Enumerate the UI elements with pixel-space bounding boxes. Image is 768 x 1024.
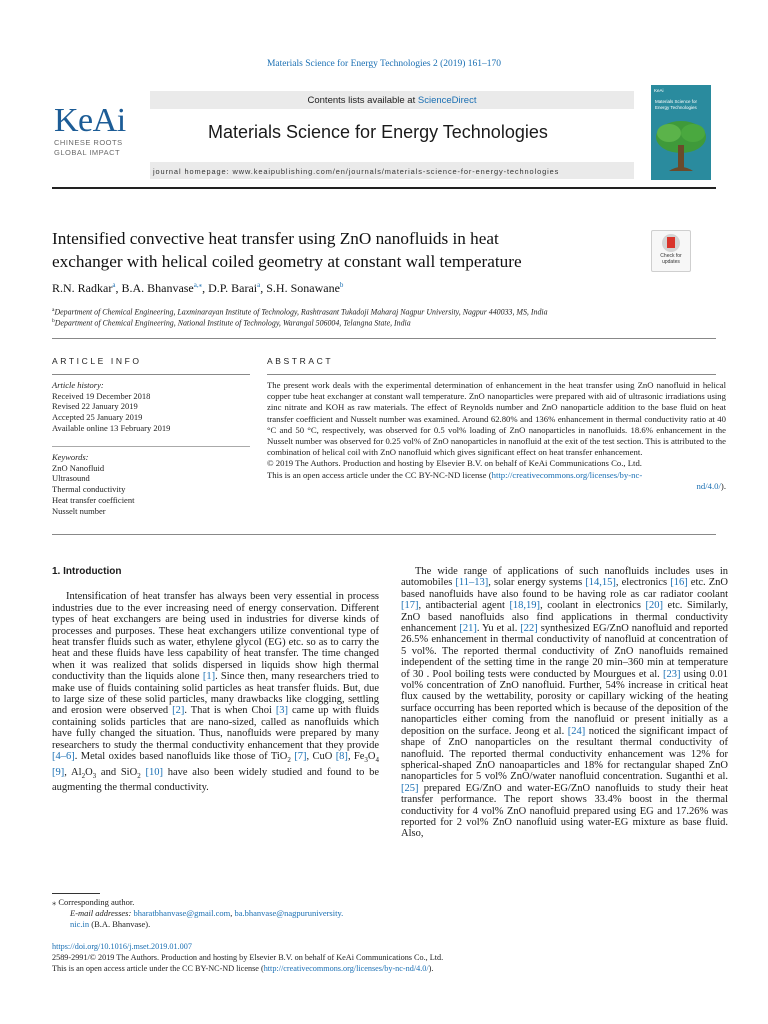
keyword: Thermal conductivity [52, 484, 126, 495]
check-for-updates-button[interactable]: Check for updates [651, 230, 691, 272]
contents-line: Contents lists available at ScienceDirect [307, 95, 477, 106]
body-paragraph: Intensification of heat transfer has always been very essential in process industries due to the ever increasing need of energy conservation. Different types of heat exchangers are being used in industries for diverse kinds of processes and purposes. These heat exchangers utilize conventional type of heat transfer fluids such as water, ethylene glycol (EG) etc. so as to carry the heat and these fluids have less capability of heat transfer. The time changed when it was realized that solids dispersed in liquids show high thermal conductivity than the liquids alone [1]. Since then, many researchers tried to make use of fluids containing solid particles as heat transfer fluids. But, due to large size of these solid particles, many drawbacks like clogging, settling and erosion were observed [2]. That is when Choi [3] came up with fluids containing solids particles that are nano-sized, called as nanofluids which have fully changed the situation. Thus, nanofluids were prepared by many researchers to study the thermal conductivity enhancement that they provide [4–6]. Metal oxides based nanofluids like those of TiO$_2$ [7], CuO [8], $Fe_3O_4$ [9], $Al_2O_3$ and SiO$_2$ [10] have also been widely studied and found to be augmenting the thermal conductivity. [52, 591, 380, 794]
author-name[interactable]: B.A. Bhanvase [121, 281, 194, 295]
article-title: Intensified convective heat transfer using ZnO nanofluids in heat exchanger with helical coiled geometry at constant wall temperature [52, 229, 522, 271]
keyword: ZnO Nanofluid [52, 462, 105, 473]
divider [52, 446, 250, 447]
article-history: Article history: Received 19 December 2018 Revised 22 January 2019 Accepted 25 January 2019 Available online 13 February 2019 [52, 380, 252, 434]
tree-illustration-icon [651, 85, 711, 180]
cover-title: Materials Science for Energy Technologies [655, 99, 698, 110]
body-column-left [52, 566, 379, 794]
journal-homepage[interactable]: journal homepage: www.keaipublishing.com/en/journals/materials-science-for-energy-technologies [153, 167, 560, 176]
keyword: Nusselt number [52, 505, 106, 516]
journal-header [150, 91, 634, 179]
divider [52, 338, 716, 339]
doi-link[interactable]: https://doi.org/10.1016/j.mset.2019.01.007 [52, 942, 192, 951]
author-list: R.N. Radkar$^a$, B.A. Bhanvase$^{a,⁎}$, D.P. Barai$^a$, S.H. Sonawane$^b$ [52, 281, 344, 295]
history-item: Available online 13 February 2019 [52, 422, 171, 433]
sciencedirect-link[interactable]: ScienceDirect [417, 95, 477, 106]
keai-logo[interactable] [54, 104, 144, 158]
journal-citation[interactable]: Materials Science for Energy Technologies 2 (2019) 161–170 [266, 59, 502, 69]
footnote-rule [52, 893, 100, 894]
history-item: Received 19 December 2018 [52, 390, 151, 401]
license-link-cont[interactable]: nd/4.0/ [696, 480, 721, 491]
abstract-heading: ABSTRACT [267, 356, 334, 366]
page-footer: https://doi.org/10.1016/j.mset.2019.01.007 2589-2991/© 2019 The Authors. Production and hosting by Elsevier B.V. on behalf of KeAi Communications Co., Ltd. This is an open access article under the CC BY-NC-ND license (http://creativecommons.org/licenses/by-nc-nd/4.0/). [52, 942, 716, 974]
abstract-copyright: © 2019 The Authors. Production and hosting by Elsevier B.V. on behalf of KeAi Communications Co., Ltd. [267, 458, 642, 469]
journal-cover-image[interactable] [651, 85, 711, 180]
cover-brand: KeAi [654, 88, 664, 93]
email-link[interactable]: ba.bhanvase@nagpuruniversity. [234, 907, 344, 918]
email-link-cont[interactable]: nic.in [70, 918, 90, 929]
abstract-text: The present work deals with the experimental determination of enhancement in the heat transfer using ZnO nanofluid in helical copper tube heat exchanger at constant wall temperature. ZnO nanoparticles were prepared with aid of ultrasonic irradiations using zinc nitrate and KOH as raw materials. The effect of Reynolds number and ZnO nanoparticle addition to the base fluid on heat transfer coefficient and Nusselt number was examined. Around 62.80% and 136% enhancement in thermal conductivity ratio at 40 °C and 50 °C, respectively, was observed for 0.5 vol% loading of ZnO nanoparticles in nanofluids. 18.6% enhancement in the Nusselt number was observed for 0.25 vol% of ZnO nanoparticles in nanofluid at the exit of the test section. This is attributed to the combination of helical coil with ZnO nanofluid which gives significant effect on heat transfer enhancement. [267, 380, 726, 458]
keyword: Ultrasound [52, 473, 90, 484]
header-rule [52, 187, 716, 189]
crossmark-ribbon-icon [667, 237, 675, 248]
issn-line: 2589-2991/© 2019 The Authors. Production and hosting by Elsevier B.V. on behalf of KeAi Communications Co., Ltd. [52, 952, 444, 962]
article-info-heading: ARTICLE INFO [52, 356, 142, 366]
author-name[interactable]: D.P. Barai [208, 281, 258, 295]
abstract-body: The present work deals with the experimental determination of enhancement in the heat transfer using ZnO nanofluid in helical copper tube heat exchanger at constant wall temperature. ZnO nanoparticles were prepared with aid of ultrasonic irradiations using zinc nitrate and KOH as raw materials. The effect of Reynolds number and ZnO nanoparticle addition to the base fluid on heat transfer coefficient and Nusselt number was examined. Around 62.80% and 136% enhancement in thermal conductivity ratio at 40 °C and 50 °C, respectively, was observed for 0.5 vol% loading of ZnO nanoparticles in nanofluids. 18.6% enhancement in the Nusselt number was observed for 0.25 vol% of ZnO nanoparticles in nanofluid at the exit of the test section. This is attributed to the combination of helical coil with ZnO nanofluid which gives significant effect on heat transfer enhancement. © 2019 The Authors. Production and hosting by Elsevier B.V. on behalf of KeAi Communications Co., Ltd. This is an open access article under the CC BY-NC-ND license (http://creativecommons.org/licenses/by-nc- nd/4.0/). [267, 380, 726, 491]
author-affil-link[interactable]: b [339, 281, 344, 289]
history-item: Accepted 25 January 2019 [52, 412, 143, 423]
license-link[interactable]: http://creativecommons.org/licenses/by-nc-nd/4.0/ [263, 963, 429, 973]
author-name[interactable]: S.H. Sonawane [266, 281, 340, 295]
divider [267, 374, 716, 375]
license-link[interactable]: http://creativecommons.org/licenses/by-nc- [491, 469, 643, 480]
divider [52, 534, 716, 535]
keywords: Keywords: ZnO Nanofluid Ultrasound Thermal conductivity Heat transfer coefficient Nusselt number [52, 452, 252, 516]
logo-word: KeAi [54, 102, 126, 139]
logo-tagline-1: CHINESE ROOTS [54, 138, 123, 147]
body-column-right [401, 566, 728, 840]
logo-tagline-2: GLOBAL IMPACT [54, 148, 121, 157]
keyword: Heat transfer coefficient [52, 494, 135, 505]
history-item: Revised 22 January 2019 [52, 401, 138, 412]
author-affil-link[interactable]: a,⁎ [193, 281, 203, 289]
affiliation-b: $^b$Department of Chemical Engineering, National Institute of Technology, Warangal 506004, Telangna State, India [52, 318, 411, 328]
journal-title: Materials Science for Energy Technologies [208, 122, 548, 142]
email-link[interactable]: bharatbhanvase@gmail.com [133, 907, 231, 918]
divider [52, 374, 250, 375]
body-paragraph: The wide range of applications of such nanofluids includes uses in automobiles [11–13], solar energy systems [14,15], electronics [16] etc. ZnO based nanofluids have also found to be having role as car radiator coolant [17], antibacterial agent [18,19], coolant in electronics [20] etc. Similarly, ZnO based nanofluids also find applications in thermal conductivity enhancement [21]. Yu et al. [22] synthesized EG/ZnO nanofluid and reported 26.5% enhancement in thermal conductivity of nanofluid at concentration of 5 vol%. The reported thermal conductivity of ZnO nanofluids remained independent of the setting time in the range 20 min–360 min at temperature of 30 . Pool boiling tests were conducted by Mourgues et al. [23] using 0.01 vol% concentration of ZnO nanofluid. Further, 54% increase in critical heat flux caused by the wettability, porosity or capillary wicking of the heating surface occurring has been reported which is because of the deposition of the nanoparticles either coming from the nanofluid or present initially as a deposition on the surface. Jeong et al. [24] noticed the significant impact of shape of ZnO nanoparticles on the resultant thermal conductivity of nanofluid. The reported thermal conductivity enhancement was 12% for spherical-shaped ZnO nanoaparticles and 18% for rectangular shaped ZnO nanoparticles for 5 vol% ZnO/water nanofluid concentration. Suganthi et al. [25] prepared EG/ZnO and water-EG/ZnO nanofluids to study their heat transfer performance. The report shows 33.4% boost in the thermal conductivity for 4 vol% ZnO nanofluid prepared using EG and 17.26% was reported for 2 vol% ZnO nanofluid using water-EG mixture as base fluid. Also, [401, 566, 729, 840]
section-heading: 1. Introduction [52, 566, 122, 577]
author-name[interactable]: R.N. Radkar [52, 281, 113, 295]
corresponding-author-footnote: ⁎ Corresponding author. E-mail addresses: bharatbhanvase@gmail.com, ba.bhanvase@nagpuruniversity. nic.in (B.A. Bhanvase). [52, 897, 344, 929]
affiliation-a: $^a$Department of Chemical Engineering, Laxminarayan Institute of Technology, Rashtrasant Tukadoji Maharaj Nagpur University, Nagpur 440033, MS, India [52, 307, 548, 317]
author-affil-link[interactable]: a [257, 281, 261, 289]
author-affil-link[interactable]: a [112, 281, 116, 289]
